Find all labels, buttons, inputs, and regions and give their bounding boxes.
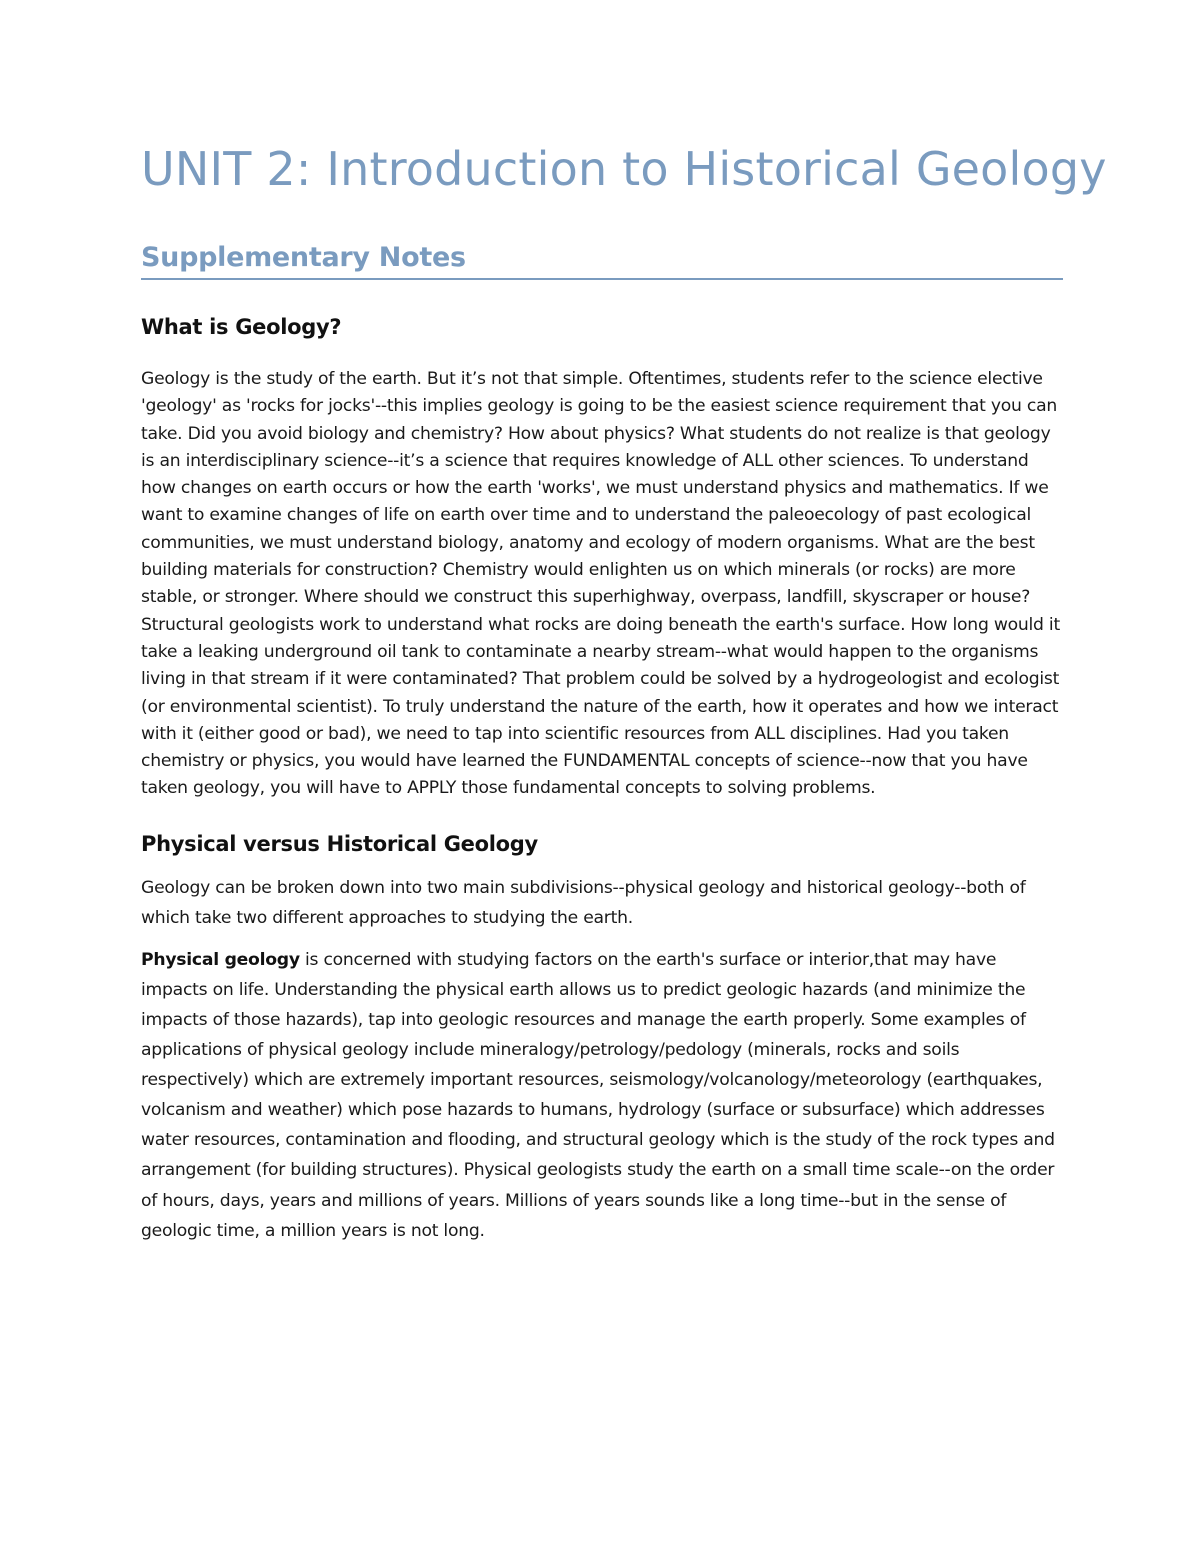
paragraph-subdivisions: Geology can be broken down into two main subdivisions--physical geology and historical geology--both of which take two different approaches to studying the earth. [141, 877, 1026, 928]
paragraph-physical-geology [141, 945, 1063, 1246]
document-page [141, 138, 1107, 1246]
document-subtitle: Supplementary Notes [141, 242, 466, 273]
subtitle-block [141, 240, 1063, 280]
term-physical-geology: Physical geology [141, 949, 300, 970]
paragraph-what-is-geology: Geology is the study of the earth. But it’s not that simple. Oftentimes, students refer to the science elective 'geology' as 'rocks for jocks'--this implies geology is going to be the easiest science requirement that you can take. Did you avoid biology and chemistry? How about physics? What students do not realize is that geology is an interdisciplinary science--it’s a science that requires knowledge of ALL other sciences. To understand how changes on earth occurs or how the earth 'works', we must understand physics and mathematics. If we want to examine changes of life on earth over time and to understand the paleoecology of past ecological communities, we must understand biology, anatomy and ecology of modern organisms. What are the best building materials for construction? Chemistry would enlighten us on which minerals (or rocks) are more stable, or stronger. Where should we construct this superhighway, overpass, landfill, skyscraper or house? Structural geologists work to understand what rocks are doing beneath the earth's surface. How long would it take a leaking underground oil tank to contaminate a nearby stream--what would happen to the organisms living in that stream if it were contaminated? That problem could be solved by a hydrogeologist and ecologist (or environmental scientist). To truly understand the nature of the earth, how it operates and how we interact with it (either good or bad), we need to tap into scientific resources from ALL disciplines. Had you taken chemistry or physics, you would have learned the FUNDAMENTAL concepts of science--now that you have taken geology, you will have to APPLY those fundamental concepts to solving problems. [141, 369, 1060, 799]
section-heading-what-is-geology: What is Geology? [141, 315, 342, 339]
document-title: UNIT 2: Introduction to Historical Geology [141, 142, 1107, 196]
section-heading-physical-vs-historical: Physical versus Historical Geology [141, 831, 538, 856]
physical-geology-description: is concerned with studying factors on the earth's surface or interior,that may have impacts on life. Understanding the physical earth allows us to predict geologic hazards (and minimize the impacts of those hazards), tap into geologic resources and manage the earth properly. Some examples of applications of physical geology include mineralogy/petrology/pedology (minerals, rocks and soils respectively) which are extremely important resources, seismology/volcanology/meteorology (earthquakes, volcanism and weather) which pose hazards to humans, hydrology (surface or subsurface) which addresses water resources, contamination and flooding, and structural geology which is the study of the rock types and arrangement (for building structures). Physical geologists study the earth on a small time scale--on the order of hours, days, years and millions of years. Millions of years sounds like a long time--but in the sense of geologic time, a million years is not long. [141, 949, 1055, 1241]
